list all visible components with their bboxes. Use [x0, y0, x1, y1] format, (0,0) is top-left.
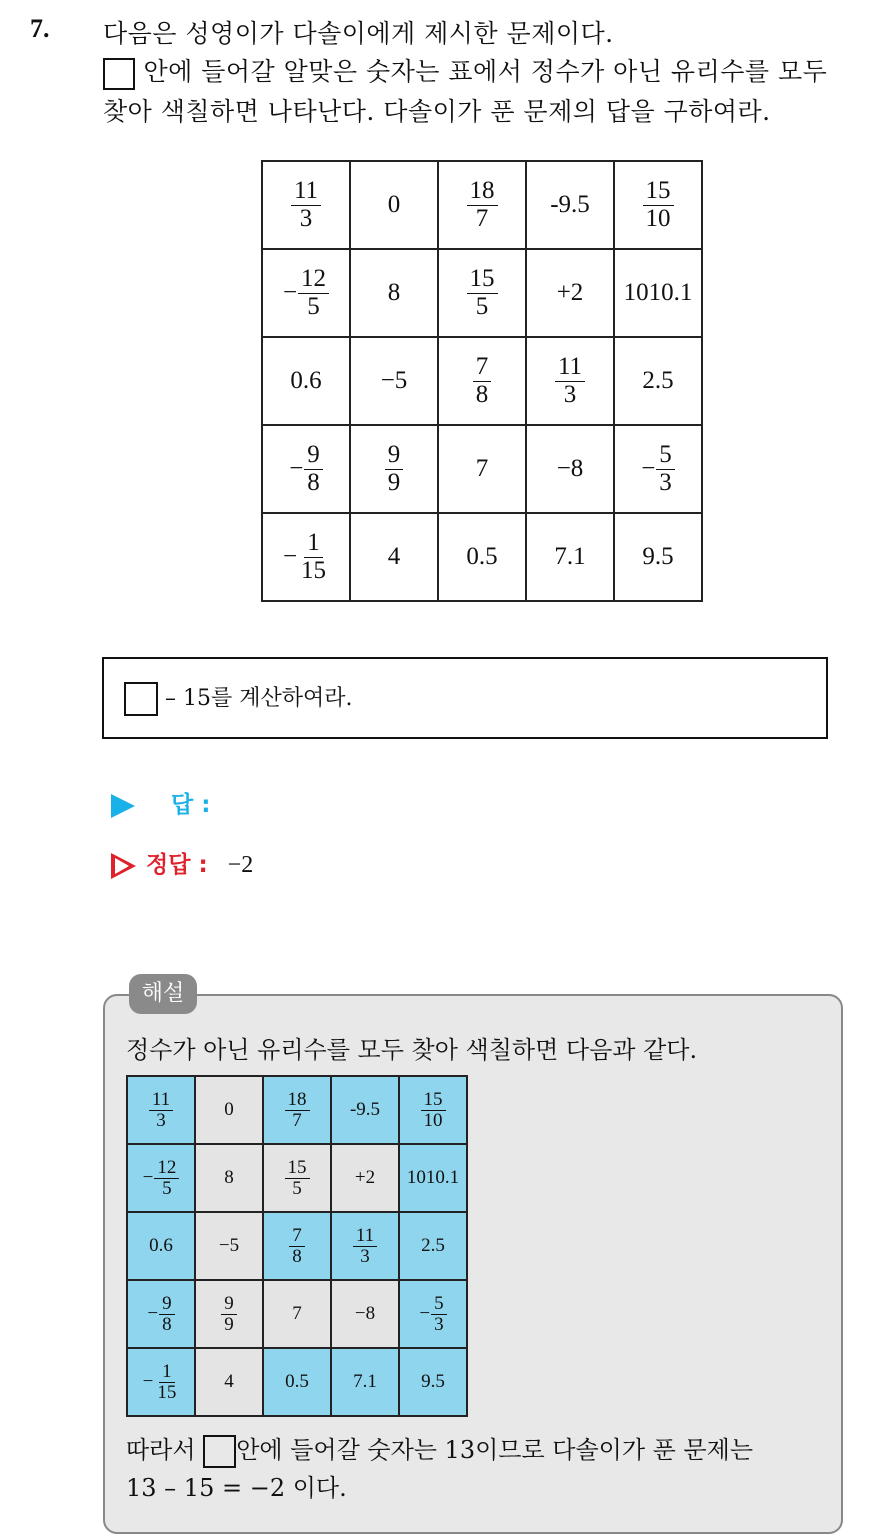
- grid-cell: [350, 337, 438, 425]
- grid-row: [262, 337, 702, 425]
- numerator: 11: [149, 1090, 173, 1111]
- cell-value: 7.1: [554, 543, 586, 570]
- cell-value: 0.5: [285, 1371, 309, 1392]
- grid-cell: [195, 1280, 263, 1348]
- grid-cell: [195, 1144, 263, 1212]
- cell-sign: −: [142, 1371, 154, 1392]
- grid-row: [262, 425, 702, 513]
- conclusion-a: 따라서: [126, 1436, 196, 1464]
- numerator: 5: [656, 442, 675, 469]
- cell-value: −5: [380, 367, 408, 394]
- fraction: [385, 442, 404, 496]
- grid-row: [127, 1348, 467, 1416]
- grid-cell: [614, 161, 702, 249]
- cell-value: 0.6: [149, 1235, 173, 1256]
- solution-intro: 정수가 아닌 유리수를 모두 찾아 색칠하면 다음과 같다.: [126, 1036, 698, 1064]
- cell-value: 9.5: [642, 543, 674, 570]
- cell-sign: −: [289, 455, 304, 482]
- grid-row: [127, 1212, 467, 1280]
- numerator: 18: [285, 1090, 310, 1111]
- denominator: 5: [307, 292, 320, 320]
- grid-cell: [262, 249, 350, 337]
- numerator: 1: [159, 1362, 175, 1383]
- fraction: [656, 442, 675, 496]
- solution-conclusion-1: [126, 1430, 753, 1468]
- fraction: [154, 1362, 179, 1403]
- cell-value: −5: [218, 1235, 240, 1256]
- grid-row: [262, 161, 702, 249]
- denominator: 3: [659, 468, 672, 496]
- numerator: 12: [154, 1158, 179, 1179]
- numerator: 15: [467, 266, 498, 293]
- grid-cell: [262, 425, 350, 513]
- grid-row: [127, 1280, 467, 1348]
- grid-cell: [438, 249, 526, 337]
- fraction: [467, 178, 498, 232]
- grid-cell: [438, 425, 526, 513]
- grid-cell: [350, 249, 438, 337]
- grid-cell: [614, 425, 702, 513]
- cell-value: 7: [475, 455, 489, 482]
- denominator: 5: [292, 1177, 302, 1199]
- grid-cell: [127, 1280, 195, 1348]
- number-grid: [261, 160, 703, 602]
- grid-cell: [350, 161, 438, 249]
- grid-cell: [526, 513, 614, 601]
- cell-sign: −: [641, 455, 656, 482]
- cell-value: 8: [224, 1167, 234, 1188]
- numerator: 11: [555, 354, 585, 381]
- denominator: 8: [162, 1313, 172, 1335]
- cell-value: 1010.1: [623, 279, 693, 306]
- correct-label: 정답 :: [146, 852, 208, 878]
- denominator: 3: [156, 1109, 166, 1131]
- grid-cell: [195, 1348, 263, 1416]
- grid-cell: [263, 1280, 331, 1348]
- grid-cell: [127, 1076, 195, 1144]
- condition-box: [102, 657, 828, 739]
- fraction: [555, 354, 585, 408]
- grid-cell: [263, 1212, 331, 1280]
- denominator: 10: [645, 204, 671, 232]
- cell-value: 4: [224, 1371, 234, 1392]
- fraction: [298, 530, 329, 584]
- denominator: 15: [301, 556, 327, 584]
- solution-tag: 해설: [129, 974, 197, 1014]
- denominator: 7: [292, 1109, 302, 1131]
- fraction: [154, 1158, 179, 1199]
- denominator: 3: [299, 204, 313, 232]
- fraction: [643, 178, 674, 232]
- grid-cell: [350, 513, 438, 601]
- grid-cell: [438, 337, 526, 425]
- grid-cell: [438, 161, 526, 249]
- cell-value: 7: [292, 1303, 302, 1324]
- cell-value: 9.5: [421, 1371, 445, 1392]
- blank-box: [103, 58, 135, 90]
- fraction: [304, 442, 323, 496]
- grid-cell: [350, 425, 438, 513]
- numerator: 11: [353, 1226, 377, 1247]
- cell-value: +2: [354, 1167, 376, 1188]
- denominator: 15: [157, 1381, 177, 1403]
- grid-cell: [331, 1212, 399, 1280]
- numerator: 5: [431, 1294, 447, 1315]
- cell-value: 0: [387, 191, 401, 218]
- denominator: 10: [423, 1109, 443, 1131]
- grid-cell: [526, 425, 614, 513]
- grid-cell: [195, 1076, 263, 1144]
- fraction: [473, 354, 492, 408]
- grid-cell: [438, 513, 526, 601]
- question-line-2: [103, 52, 827, 90]
- denominator: 5: [162, 1177, 172, 1199]
- cell-value: 0.6: [290, 367, 322, 394]
- cell-value: −8: [354, 1303, 376, 1324]
- grid-cell: [127, 1144, 195, 1212]
- grid-cell: [331, 1144, 399, 1212]
- fraction: [291, 178, 321, 232]
- denominator: 9: [224, 1313, 234, 1335]
- grid-cell: [262, 161, 350, 249]
- grid-cell: [263, 1144, 331, 1212]
- grid-cell: [195, 1212, 263, 1280]
- question-line-1: 다음은 성영이가 다솔이에게 제시한 문제이다.: [103, 19, 614, 48]
- grid-row: [262, 249, 702, 337]
- question-line-2-text: 안에 들어갈 알맞은 숫자는 표에서 정수가 아닌 유리수를 모두: [143, 57, 828, 86]
- answer-row: [111, 786, 210, 819]
- cell-value: 1010.1: [406, 1167, 460, 1188]
- numerator: 7: [473, 354, 492, 381]
- grid-cell: [614, 337, 702, 425]
- cell-value: -9.5: [550, 191, 590, 218]
- solution-grid: [126, 1075, 468, 1417]
- fraction: [421, 1090, 446, 1131]
- denominator: 3: [563, 380, 577, 408]
- numerator: 18: [467, 178, 498, 205]
- grid-cell: [127, 1212, 195, 1280]
- outline-play-icon: [111, 853, 136, 879]
- numerator: 11: [291, 178, 321, 205]
- numerator: 12: [298, 266, 329, 293]
- fraction: [289, 1226, 305, 1267]
- cell-value: 2.5: [421, 1235, 445, 1256]
- cell-value: 8: [387, 279, 401, 306]
- numerator: 7: [289, 1226, 305, 1247]
- grid-cell: [331, 1348, 399, 1416]
- fraction: [159, 1294, 175, 1335]
- denominator: 9: [387, 468, 401, 496]
- denominator: 8: [307, 468, 320, 496]
- cell-value: 7.1: [353, 1371, 377, 1392]
- numerator: 1: [304, 530, 323, 557]
- grid-row: [127, 1076, 467, 1144]
- fraction: [353, 1226, 377, 1267]
- blank-box: [124, 682, 158, 716]
- grid-row: [262, 513, 702, 601]
- cell-value: −8: [556, 455, 584, 482]
- denominator: 7: [475, 204, 489, 232]
- numerator: 9: [385, 442, 404, 469]
- grid-cell: [263, 1076, 331, 1144]
- blank-box: [203, 1435, 236, 1468]
- correct-answer-row: [111, 846, 253, 879]
- cell-value: 2.5: [642, 367, 674, 394]
- numerator: 15: [421, 1090, 446, 1111]
- grid-cell: [526, 249, 614, 337]
- denominator: 8: [292, 1245, 302, 1267]
- fraction: [221, 1294, 237, 1335]
- grid-cell: [526, 337, 614, 425]
- grid-cell: [399, 1144, 467, 1212]
- solution-conclusion-2: 13 – 15 = −2 이다.: [126, 1474, 347, 1502]
- grid-cell: [399, 1212, 467, 1280]
- question-number: 7.: [30, 14, 50, 43]
- numerator: 9: [159, 1294, 175, 1315]
- grid-cell: [127, 1348, 195, 1416]
- cell-value: 0.5: [466, 543, 498, 570]
- grid-cell: [614, 249, 702, 337]
- conclusion-b: 안에 들어갈 숫자는 13이므로 다솔이가 푼 문제는: [236, 1436, 754, 1464]
- grid-cell: [526, 161, 614, 249]
- numerator: 15: [643, 178, 674, 205]
- cell-sign: −: [282, 279, 298, 306]
- correct-value: −2: [227, 852, 254, 878]
- grid-cell: [399, 1280, 467, 1348]
- fraction: [285, 1090, 310, 1131]
- grid-cell: [331, 1280, 399, 1348]
- numerator: 9: [221, 1294, 237, 1315]
- cell-value: 4: [387, 543, 401, 570]
- condition-text: – 15를 계산하여라.: [165, 686, 353, 711]
- question-line-3: 찾아 색칠하면 나타난다. 다솔이가 푼 문제의 답을 구하여라.: [103, 97, 771, 126]
- grid-cell: [262, 337, 350, 425]
- grid-cell: [262, 513, 350, 601]
- numerator: 15: [285, 1158, 310, 1179]
- denominator: 8: [475, 380, 489, 408]
- answer-label: 답 :: [171, 792, 211, 818]
- grid-cell: [614, 513, 702, 601]
- cell-value: +2: [556, 279, 584, 306]
- cell-sign: −: [282, 543, 298, 570]
- fraction: [298, 266, 329, 320]
- numerator: 9: [304, 442, 323, 469]
- fraction: [285, 1158, 310, 1199]
- grid-cell: [399, 1076, 467, 1144]
- cell-sign: −: [419, 1303, 431, 1324]
- fraction: [431, 1294, 447, 1335]
- cell-sign: −: [142, 1167, 154, 1188]
- fraction: [149, 1090, 173, 1131]
- cell-value: 0: [224, 1099, 234, 1120]
- cell-value: -9.5: [349, 1099, 381, 1120]
- denominator: 5: [475, 292, 489, 320]
- fraction: [467, 266, 498, 320]
- cell-sign: −: [147, 1303, 159, 1324]
- play-icon: [111, 794, 135, 818]
- grid-cell: [263, 1348, 331, 1416]
- grid-cell: [331, 1076, 399, 1144]
- denominator: 3: [434, 1313, 444, 1335]
- denominator: 3: [360, 1245, 370, 1267]
- grid-cell: [399, 1348, 467, 1416]
- grid-row: [127, 1144, 467, 1212]
